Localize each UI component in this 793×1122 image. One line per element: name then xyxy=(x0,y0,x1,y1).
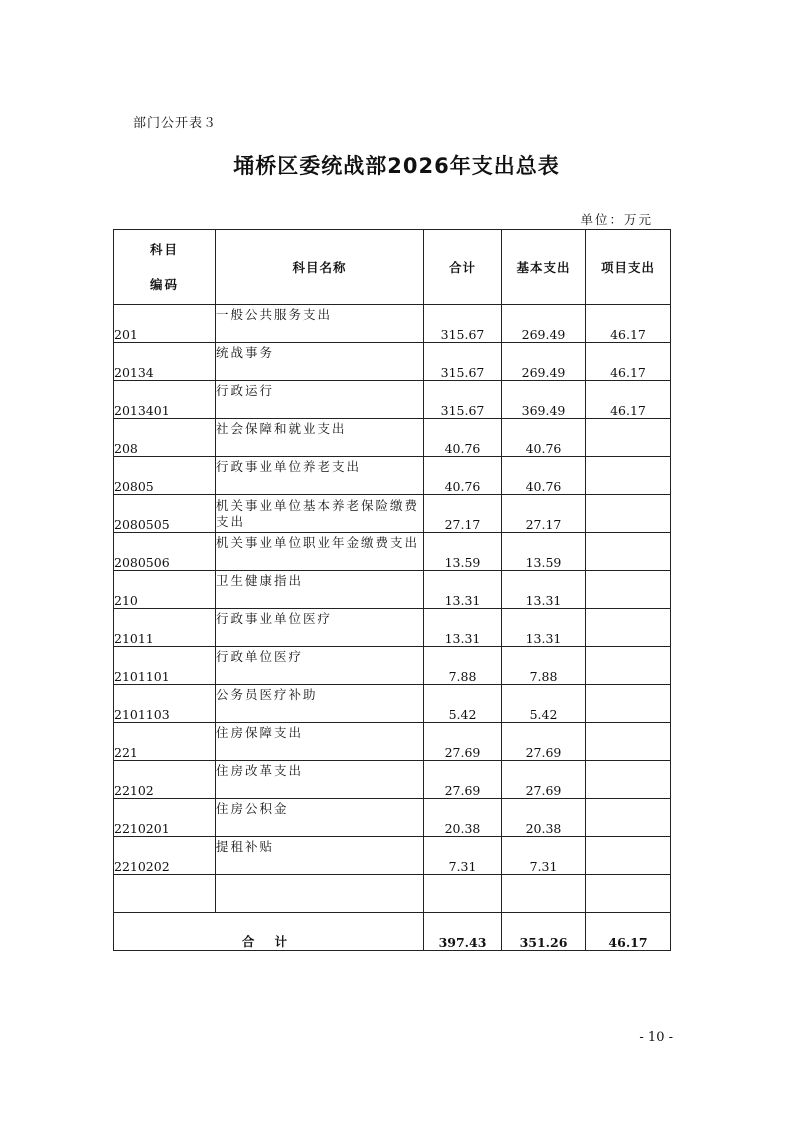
row-project xyxy=(586,723,671,761)
row-name: 行政运行 xyxy=(216,381,424,419)
table-row xyxy=(114,609,671,647)
row-name xyxy=(216,875,424,913)
row-name: 行政事业单位养老支出 xyxy=(216,457,424,495)
row-code: 22102 xyxy=(114,761,216,799)
row-name: 机关事业单位基本养老保险缴费支出 xyxy=(216,495,424,533)
row-name: 机关事业单位职业年金缴费支出 xyxy=(216,533,424,571)
page-number: - 10 - xyxy=(639,1030,673,1045)
table-row xyxy=(114,419,671,457)
table-header-row xyxy=(114,230,671,305)
row-name: 统战事务 xyxy=(216,343,424,381)
header-code-line1: 科目 xyxy=(149,242,179,257)
row-basic: 27.69 xyxy=(502,761,586,799)
header-basic: 基本支出 xyxy=(502,230,586,305)
row-total: 13.31 xyxy=(424,571,502,609)
row-basic: 5.42 xyxy=(502,685,586,723)
row-code: 2210202 xyxy=(114,837,216,875)
row-basic: 13.59 xyxy=(502,533,586,571)
row-basic: 40.76 xyxy=(502,457,586,495)
row-basic: 369.49 xyxy=(502,381,586,419)
row-code xyxy=(114,875,216,913)
header-total: 合计 xyxy=(424,230,502,305)
row-basic: 269.49 xyxy=(502,343,586,381)
row-project xyxy=(586,533,671,571)
row-total: 13.59 xyxy=(424,533,502,571)
row-code: 2080506 xyxy=(114,533,216,571)
page-title: 埇桥区委统战部2026年支出总表 xyxy=(233,154,560,178)
row-total: 7.31 xyxy=(424,837,502,875)
grand-total: 397.43 xyxy=(424,913,502,951)
row-code: 2101101 xyxy=(114,647,216,685)
row-project: 46.17 xyxy=(586,343,671,381)
table-row xyxy=(114,571,671,609)
row-code: 210 xyxy=(114,571,216,609)
row-code: 208 xyxy=(114,419,216,457)
table-row xyxy=(114,457,671,495)
row-project xyxy=(586,495,671,533)
row-basic xyxy=(502,875,586,913)
row-basic: 13.31 xyxy=(502,571,586,609)
row-code: 2013401 xyxy=(114,381,216,419)
row-basic: 7.88 xyxy=(502,647,586,685)
row-project xyxy=(586,647,671,685)
row-name: 社会保障和就业支出 xyxy=(216,419,424,457)
row-total: 27.69 xyxy=(424,761,502,799)
grand-project: 46.17 xyxy=(586,913,671,951)
row-basic: 27.69 xyxy=(502,723,586,761)
table-row xyxy=(114,647,671,685)
row-code: 21011 xyxy=(114,609,216,647)
row-total: 5.42 xyxy=(424,685,502,723)
row-project xyxy=(586,875,671,913)
table-row xyxy=(114,723,671,761)
table-row xyxy=(114,343,671,381)
row-total: 13.31 xyxy=(424,609,502,647)
row-code: 2210201 xyxy=(114,799,216,837)
row-code: 2080505 xyxy=(114,495,216,533)
row-project: 46.17 xyxy=(586,305,671,343)
row-project: 46.17 xyxy=(586,381,671,419)
table-row xyxy=(114,761,671,799)
grand-basic: 351.26 xyxy=(502,913,586,951)
table-row xyxy=(114,495,671,533)
row-total: 315.67 xyxy=(424,381,502,419)
row-basic: 7.31 xyxy=(502,837,586,875)
row-name: 行政事业单位医疗 xyxy=(216,609,424,647)
header-name: 科目名称 xyxy=(216,230,424,305)
table-row xyxy=(114,799,671,837)
row-code: 20805 xyxy=(114,457,216,495)
row-code: 2101103 xyxy=(114,685,216,723)
row-total: 315.67 xyxy=(424,343,502,381)
table-label: 部门公开表３ xyxy=(133,116,218,131)
row-total: 27.17 xyxy=(424,495,502,533)
row-name: 提租补贴 xyxy=(216,837,424,875)
table-total-row xyxy=(114,913,671,951)
row-code: 201 xyxy=(114,305,216,343)
row-name: 住房公积金 xyxy=(216,799,424,837)
row-total xyxy=(424,875,502,913)
table-row-empty xyxy=(114,875,671,913)
row-name: 一般公共服务支出 xyxy=(216,305,424,343)
row-name: 卫生健康指出 xyxy=(216,571,424,609)
table-row xyxy=(114,685,671,723)
row-total: 315.67 xyxy=(424,305,502,343)
row-name: 公务员医疗补助 xyxy=(216,685,424,723)
table-row xyxy=(114,305,671,343)
header-code-line2: 编码 xyxy=(149,277,179,292)
row-total: 20.38 xyxy=(424,799,502,837)
row-project xyxy=(586,457,671,495)
row-basic: 40.76 xyxy=(502,419,586,457)
row-name: 住房改革支出 xyxy=(216,761,424,799)
row-code: 221 xyxy=(114,723,216,761)
row-project xyxy=(586,837,671,875)
row-total: 27.69 xyxy=(424,723,502,761)
row-project xyxy=(586,685,671,723)
row-basic: 20.38 xyxy=(502,799,586,837)
total-label: 合 计 xyxy=(114,913,424,951)
row-basic: 269.49 xyxy=(502,305,586,343)
row-total: 40.76 xyxy=(424,419,502,457)
row-project xyxy=(586,799,671,837)
table-row xyxy=(114,837,671,875)
row-project xyxy=(586,609,671,647)
table-row xyxy=(114,533,671,571)
header-code xyxy=(114,230,216,305)
row-code: 20134 xyxy=(114,343,216,381)
row-basic: 27.17 xyxy=(502,495,586,533)
row-total: 40.76 xyxy=(424,457,502,495)
row-total: 7.88 xyxy=(424,647,502,685)
unit-label: 单位：万元 xyxy=(580,212,653,227)
row-name: 住房保障支出 xyxy=(216,723,424,761)
header-project: 项目支出 xyxy=(586,230,671,305)
row-project xyxy=(586,419,671,457)
expenditure-table xyxy=(113,229,671,951)
row-basic: 13.31 xyxy=(502,609,586,647)
row-project xyxy=(586,761,671,799)
table-row xyxy=(114,381,671,419)
row-project xyxy=(586,571,671,609)
row-name: 行政单位医疗 xyxy=(216,647,424,685)
